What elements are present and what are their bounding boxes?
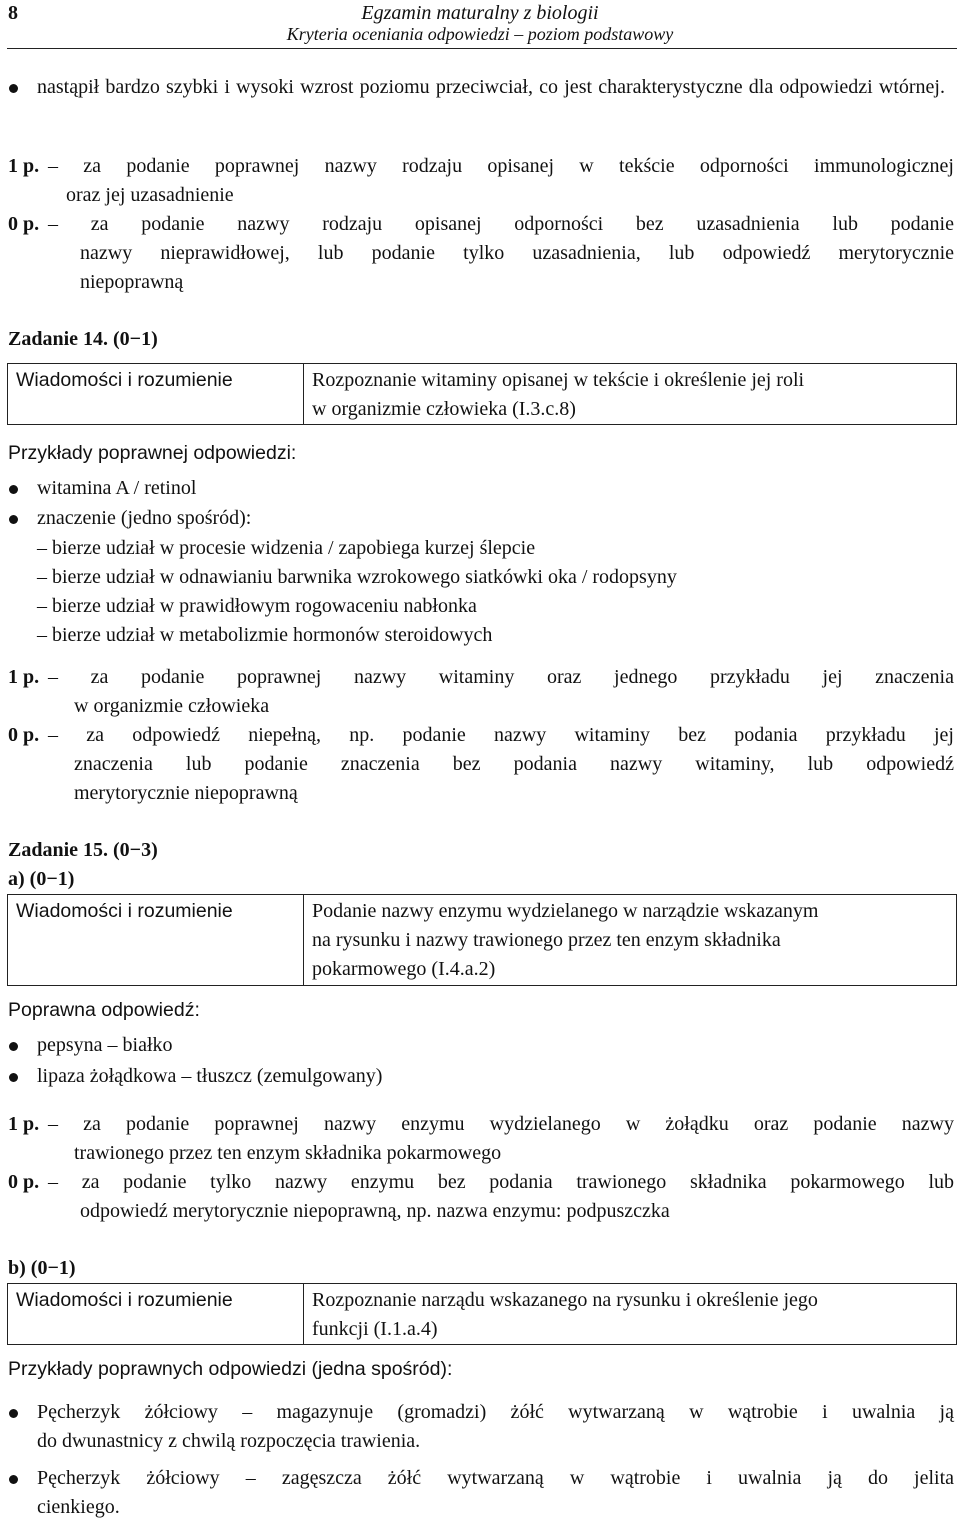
list-item: Pęcherzyk żółciowy – zagęszcza żółć wytwarzaną w wątrobie i uwalnia ją do jelita xyxy=(37,1467,954,1489)
list-item: do dwunastnicy z chwilą rozpoczęcia trawienia. xyxy=(37,1430,421,1452)
table-cell-category: Wiadomości i rozumienie xyxy=(8,364,304,424)
task-14-title: Zadanie 14. (0−1) xyxy=(8,328,158,350)
table-cell-category: Wiadomości i rozumienie xyxy=(8,1284,304,1344)
score-0-label: 0 p. xyxy=(8,213,40,235)
score-1-label: 1 p. xyxy=(8,155,40,177)
page-number: 8 xyxy=(8,2,18,24)
score-1-label: 1 p. xyxy=(8,666,40,688)
task-15-title: Zadanie 15. (0−3) xyxy=(8,839,158,861)
list-item: znaczenie (jedno spośród): xyxy=(37,507,252,529)
dash-item: – bierze udział w procesie widzenia / zapobiega kurzej ślepcie xyxy=(37,537,536,559)
score-0-line: niepoprawną xyxy=(80,271,184,293)
task-15a-title: a) (0−1) xyxy=(8,868,75,890)
list-item: lipaza żołądkowa – tłuszcz (zemulgowany) xyxy=(37,1065,383,1087)
answer-heading: Poprawna odpowiedź: xyxy=(8,999,200,1021)
table-cell-requirement: Rozpoznanie witaminy opisanej w tekście i określenie jej roli w organizmie człowieka (I.3.c.8) xyxy=(312,369,805,420)
task-15b-requirements-table xyxy=(7,1283,957,1345)
score-0-line: znaczenia lub podanie znaczenia bez podania nazwy witaminy, lub odpowiedź xyxy=(74,753,954,775)
score-1-line: – za podanie poprawnej nazwy rodzaju opisanej w tekście odporności immunologicznej xyxy=(48,155,954,177)
list-item: witamina A / retinol xyxy=(37,477,197,499)
score-0-line: odpowiedź merytorycznie niepoprawną, np. nazwa enzymu: podpuszczka xyxy=(80,1200,670,1222)
table-cell-requirement: Rozpoznanie narządu wskazanego na rysunku i określenie jego funkcji (I.1.a.4) xyxy=(312,1289,818,1340)
score-0-label: 0 p. xyxy=(8,1171,40,1193)
table-cell-requirement: Podanie nazwy enzymu wydzielanego w narządzie wskazanym na rysunku i nazwy trawionego przez ten enzym składnika pokarmowego (I.4.a.2) xyxy=(312,900,819,980)
bullet-icon xyxy=(9,485,18,494)
score-0-line: – za odpowiedź niepełną, np. podanie nazwy witaminy bez podania przykładu jej xyxy=(48,724,954,746)
score-1-line: – za podanie poprawnej nazwy enzymu wydzielanego w żołądku oraz podanie nazwy xyxy=(48,1113,954,1135)
bullet-icon xyxy=(9,1475,18,1484)
document-title: Egzamin maturalny z biologii xyxy=(361,2,599,24)
dash-item: – bierze udział w odnawianiu barwnika wzrokowego siatkówki oka / rodopsyny xyxy=(37,566,677,588)
score-1-label: 1 p. xyxy=(8,1113,40,1135)
task-15b-title: b) (0−1) xyxy=(8,1257,76,1279)
score-1-line: oraz jej uzasadnienie xyxy=(66,184,234,206)
bullet-icon xyxy=(9,84,18,93)
list-item: pepsyna – białko xyxy=(37,1034,173,1056)
list-item: cienkiego. xyxy=(37,1496,120,1518)
score-0-line: merytorycznie niepoprawną xyxy=(74,782,298,804)
dash-item: – bierze udział w prawidłowym rogowaceniu nabłonka xyxy=(37,595,477,617)
document-subtitle: Kryteria oceniania odpowiedzi – poziom podstawowy xyxy=(286,24,674,44)
score-0-line: – za podanie nazwy rodzaju opisanej odporności bez uzasadnienia lub podanie xyxy=(48,213,954,235)
score-0-line: nazwy nieprawidłowej, lub podanie tylko uzasadnienia, lub odpowiedź merytorycznie xyxy=(80,242,954,264)
score-1-line: trawionego przez ten enzym składnika pokarmowego xyxy=(74,1142,502,1164)
bullet-icon xyxy=(9,515,18,524)
task-15a-requirements-table xyxy=(7,894,957,986)
score-1-line: w organizmie człowieka xyxy=(74,695,270,717)
table-cell-category: Wiadomości i rozumienie xyxy=(8,895,304,985)
score-0-line: – za podanie tylko nazwy enzymu bez podania trawionego składnika pokarmowego lub xyxy=(48,1171,954,1193)
score-1-line: – za podanie poprawnej nazwy witaminy oraz jednego przykładu jej znaczenia xyxy=(48,666,954,688)
bullet-icon xyxy=(9,1042,18,1051)
examples-heading: Przykłady poprawnej odpowiedzi: xyxy=(8,442,297,464)
task-14-requirements-table xyxy=(7,363,957,425)
list-item: Pęcherzyk żółciowy – magazynuje (gromadzi) żółć wytwarzaną w wątrobie i uwalnia ją xyxy=(37,1401,954,1423)
bullet-icon xyxy=(9,1409,18,1418)
examples-heading: Przykłady poprawnych odpowiedzi (jedna spośród): xyxy=(8,1358,453,1380)
list-item: nastąpił bardzo szybki i wysoki wzrost poziomu przeciwciał, co jest charakterystyczne dla odpowiedzi wtórnej. xyxy=(37,76,945,98)
bullet-icon xyxy=(9,1073,18,1082)
header-divider xyxy=(7,48,957,49)
score-0-label: 0 p. xyxy=(8,724,40,746)
dash-item: – bierze udział w metabolizmie hormonów steroidowych xyxy=(37,624,493,646)
